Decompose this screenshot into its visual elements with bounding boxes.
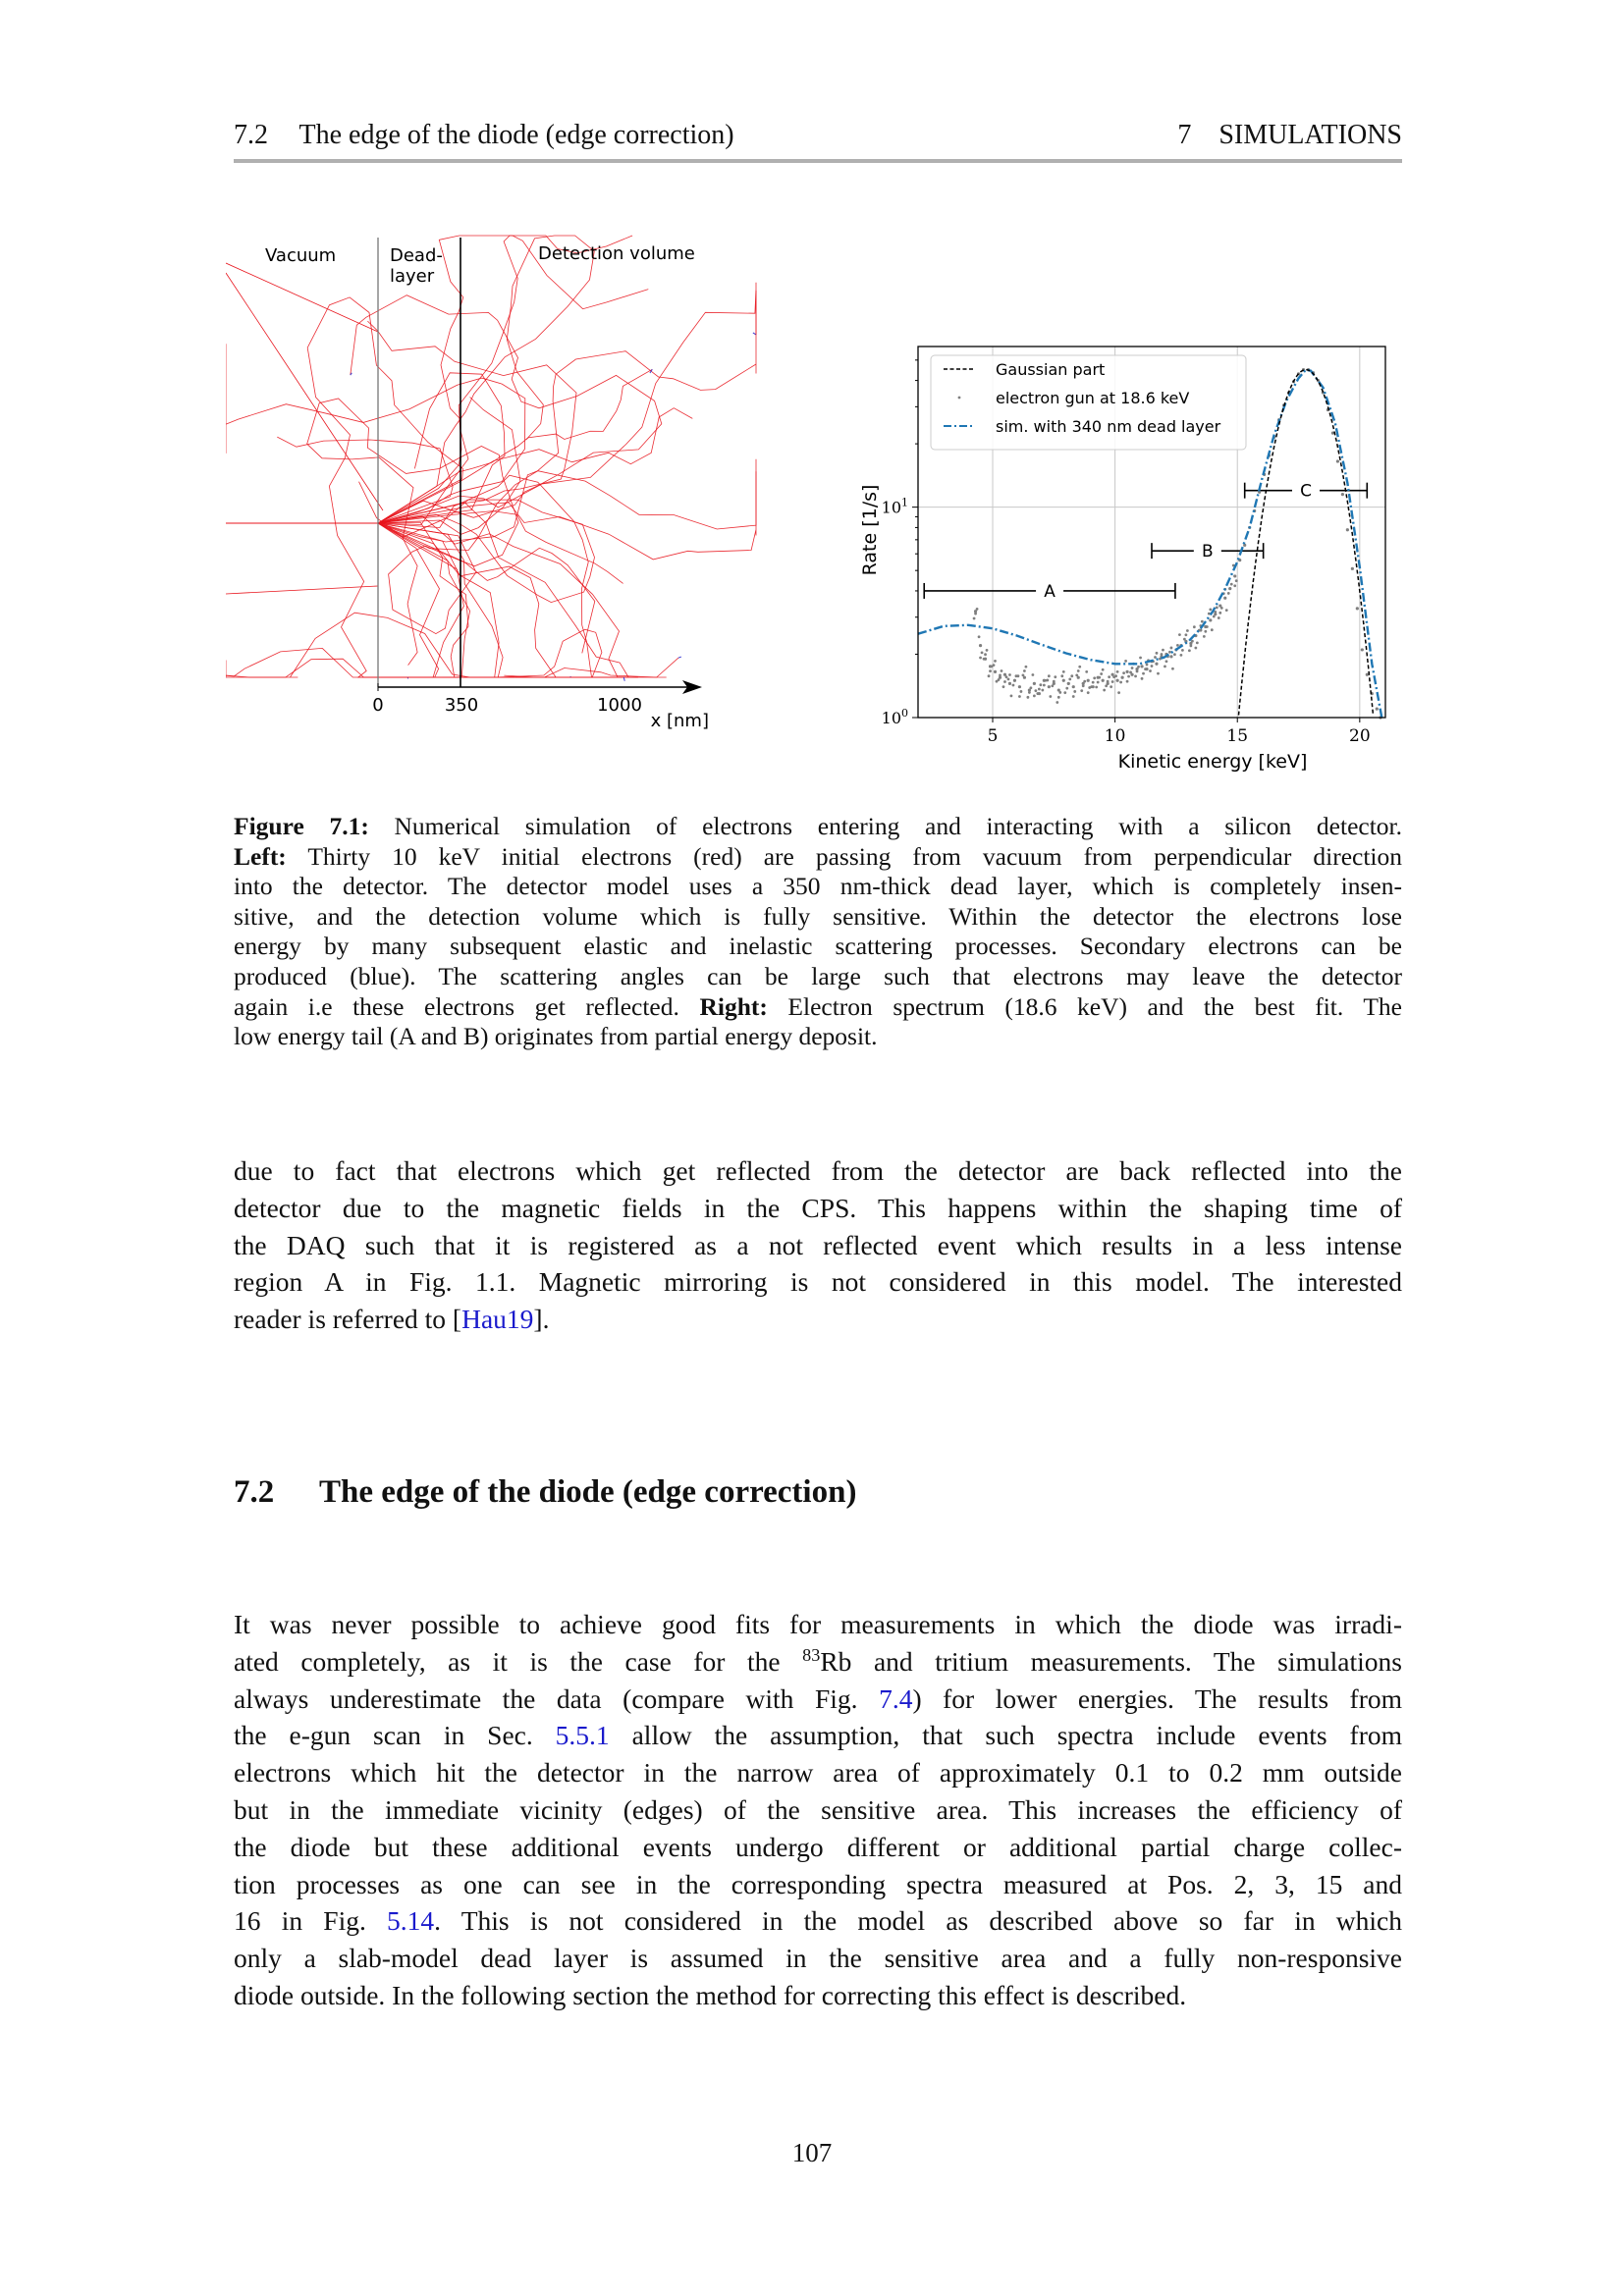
data-point bbox=[986, 649, 989, 652]
page-number: 107 bbox=[791, 2138, 833, 2167]
text-span: but in the immediate vicinity (edges) of the sensitive area. This increases the efficiency of bbox=[234, 1793, 1402, 1825]
electron-track bbox=[307, 399, 518, 666]
data-point bbox=[976, 608, 979, 611]
data-point bbox=[1141, 677, 1144, 680]
data-point bbox=[1022, 674, 1025, 677]
data-point bbox=[1136, 670, 1139, 673]
legend bbox=[931, 355, 1246, 450]
data-point bbox=[1356, 607, 1359, 610]
data-point bbox=[1126, 680, 1129, 683]
text-line bbox=[234, 1263, 1402, 1301]
data-point bbox=[1038, 688, 1041, 691]
data-point bbox=[981, 651, 984, 654]
electron-track bbox=[307, 297, 466, 677]
text-span: tion processes as one can see in the corresponding spectra measured at Pos. 2, 3, 15 and bbox=[234, 1868, 1402, 1899]
electron-track bbox=[226, 523, 463, 677]
text-span: diode outside. In the following section the method for correcting this effect is described. bbox=[234, 1979, 1187, 2010]
section-title: The edge of the diode (edge correction) bbox=[319, 1474, 857, 1510]
data-point bbox=[1077, 669, 1080, 672]
data-point bbox=[1211, 628, 1214, 631]
label-vacuum: Vacuum bbox=[265, 245, 337, 266]
figure-caption bbox=[234, 812, 1402, 1052]
text-span: ) for lower energies. The results from bbox=[912, 1682, 1403, 1714]
reference-link[interactable]: 5.14 bbox=[387, 1905, 435, 1937]
text-line bbox=[234, 1190, 1402, 1227]
data-point bbox=[1114, 674, 1117, 677]
data-point bbox=[1361, 648, 1364, 651]
data-point bbox=[1116, 679, 1119, 682]
text-line bbox=[234, 1301, 1402, 1338]
data-point bbox=[1039, 683, 1042, 686]
data-point bbox=[1157, 672, 1160, 675]
data-point bbox=[1181, 649, 1184, 652]
data-point bbox=[1097, 681, 1100, 684]
data-point bbox=[1010, 694, 1013, 697]
text-line bbox=[234, 1152, 1402, 1190]
data-point bbox=[1225, 609, 1228, 612]
text-span: . This is not considered in the model as described above so far in which bbox=[434, 1905, 1402, 1937]
data-point bbox=[1093, 676, 1096, 679]
data-point bbox=[1043, 684, 1046, 687]
text-span: into the detector. The detector model uses a 350 nm-thick dead layer, which is completely insen- bbox=[234, 872, 1402, 901]
secondary-electron-track bbox=[623, 677, 624, 681]
data-point bbox=[1083, 680, 1086, 683]
data-point bbox=[1122, 671, 1125, 674]
data-point bbox=[1018, 695, 1021, 698]
data-point bbox=[983, 658, 986, 661]
data-point bbox=[1366, 673, 1369, 676]
header-chapter-title: SIMULATIONS bbox=[1218, 120, 1402, 150]
data-point bbox=[1213, 615, 1216, 618]
x-axis-label: x [nm] bbox=[650, 711, 709, 731]
data-point bbox=[1068, 677, 1071, 680]
data-point bbox=[1053, 680, 1056, 683]
data-point bbox=[1098, 676, 1101, 679]
text-span: 16 in Fig. bbox=[234, 1905, 388, 1937]
electron-tracks bbox=[226, 236, 756, 681]
data-point bbox=[1107, 680, 1110, 683]
electron-track-figure bbox=[226, 226, 776, 795]
header-rule bbox=[234, 159, 1402, 163]
data-point bbox=[993, 664, 996, 667]
data-point bbox=[1049, 695, 1052, 698]
section-number: 7.2 bbox=[234, 1474, 275, 1510]
data-point bbox=[1013, 679, 1016, 682]
data-point bbox=[1033, 694, 1036, 697]
text-line bbox=[234, 962, 1402, 992]
data-point bbox=[1095, 686, 1098, 689]
data-point bbox=[1048, 674, 1051, 677]
text-line bbox=[234, 872, 1402, 902]
data-point bbox=[1008, 673, 1011, 676]
data-point bbox=[1051, 684, 1054, 687]
data-point bbox=[984, 653, 987, 656]
reflected-track bbox=[226, 263, 378, 332]
data-point bbox=[1100, 672, 1103, 675]
data-point bbox=[1203, 635, 1206, 638]
data-point bbox=[1041, 689, 1044, 692]
data-point bbox=[1186, 629, 1189, 632]
data-point bbox=[1070, 674, 1073, 677]
text-line bbox=[234, 1866, 1402, 1903]
data-point bbox=[1012, 684, 1015, 687]
text-line bbox=[234, 1902, 1402, 1940]
text-span: due to fact that electrons which get reflected from the detector are back reflected into the bbox=[234, 1155, 1402, 1186]
data-point bbox=[1036, 692, 1039, 695]
data-point bbox=[1018, 685, 1021, 688]
data-point bbox=[1007, 677, 1010, 680]
data-point bbox=[1188, 649, 1191, 652]
data-point bbox=[1085, 670, 1088, 673]
electron-track bbox=[378, 523, 595, 653]
data-point bbox=[1072, 695, 1075, 698]
data-point bbox=[1129, 671, 1132, 674]
label-dead-layer-1: Dead- bbox=[390, 245, 443, 266]
data-point bbox=[989, 669, 992, 672]
data-point bbox=[1220, 607, 1223, 610]
data-point bbox=[1001, 669, 1003, 672]
data-point bbox=[1111, 680, 1114, 683]
x-axis-label: Kinetic energy [keV] bbox=[1117, 751, 1308, 773]
data-point bbox=[978, 635, 981, 638]
reference-link[interactable]: Hau19 bbox=[461, 1304, 534, 1335]
text-span: It was never possible to achieve good fits for measurements in which the diode was irradi- bbox=[234, 1609, 1402, 1639]
data-point bbox=[1233, 574, 1236, 577]
data-point bbox=[1116, 670, 1119, 673]
data-point bbox=[1154, 656, 1157, 659]
data-point bbox=[1194, 647, 1197, 650]
text-line bbox=[234, 1754, 1402, 1791]
x-tick-label: 20 bbox=[1349, 726, 1371, 746]
data-point bbox=[1048, 685, 1051, 688]
data-point bbox=[1184, 633, 1187, 636]
x-tick-label-350: 350 bbox=[444, 695, 479, 716]
data-point bbox=[1054, 675, 1056, 678]
text-span: region A in Fig. 1.1. Magnetic mirroring is not considered in this model. The interested bbox=[234, 1266, 1402, 1298]
reflected-track bbox=[226, 586, 378, 594]
header-section-number: 7.2 bbox=[234, 120, 268, 150]
text-span: again i.e these electrons get reflected. bbox=[234, 991, 700, 1021]
spectrum-chart bbox=[835, 334, 1404, 795]
text-span: produced (blue). The scattering angles can be large such that electrons may leave the detector bbox=[234, 961, 1402, 990]
range-label-B: B bbox=[1201, 542, 1214, 562]
data-point bbox=[1137, 666, 1140, 668]
data-point bbox=[1029, 686, 1032, 689]
electron-track bbox=[378, 523, 678, 677]
data-point bbox=[1028, 691, 1031, 694]
text-line bbox=[234, 842, 1402, 873]
data-point bbox=[1140, 665, 1143, 667]
data-point bbox=[1183, 638, 1186, 641]
data-point bbox=[979, 657, 982, 660]
data-point bbox=[1230, 583, 1233, 586]
data-point bbox=[1125, 670, 1128, 673]
data-point bbox=[979, 644, 982, 647]
data-point bbox=[1082, 684, 1085, 687]
data-point bbox=[1193, 625, 1196, 628]
data-point bbox=[998, 678, 1001, 681]
electron-track bbox=[351, 295, 662, 523]
y-axis-label: Rate [1/s] bbox=[859, 484, 881, 576]
data-point bbox=[1117, 691, 1120, 694]
text-line bbox=[234, 1791, 1402, 1829]
text-line bbox=[234, 1977, 1402, 2014]
data-point bbox=[1146, 664, 1149, 667]
text-span: Thirty 10 keV initial electrons (red) are passing from vacuum from perpendicular direction bbox=[286, 841, 1402, 871]
data-point bbox=[1003, 680, 1006, 683]
data-point bbox=[1155, 663, 1158, 666]
data-point bbox=[1180, 654, 1183, 657]
text-line bbox=[234, 1643, 1402, 1681]
legend-entry-sim: sim. with 340 nm dead layer bbox=[996, 417, 1221, 436]
electron-track bbox=[378, 516, 667, 677]
electron-track bbox=[226, 344, 525, 523]
data-point bbox=[1063, 691, 1066, 694]
data-point bbox=[1080, 689, 1083, 692]
data-point bbox=[1031, 673, 1034, 676]
text-span: Electron spectrum (18.6 keV) and the best fit. The bbox=[767, 991, 1402, 1021]
header-section-title: The edge of the diode (edge correction) bbox=[298, 120, 734, 150]
data-point bbox=[1087, 679, 1090, 682]
data-point bbox=[1062, 670, 1065, 673]
data-point bbox=[1139, 657, 1142, 660]
text-line bbox=[234, 812, 1402, 842]
text-span: the DAQ such that it is registered as a not reflected event which results in a less intense bbox=[234, 1229, 1402, 1260]
range-annotations bbox=[924, 482, 1367, 602]
data-point bbox=[1144, 667, 1147, 670]
data-point bbox=[1056, 701, 1058, 704]
data-point bbox=[1058, 691, 1061, 694]
data-point bbox=[1196, 641, 1199, 644]
data-point bbox=[1209, 609, 1212, 612]
gaussian-curve bbox=[1239, 370, 1374, 716]
data-point bbox=[1376, 708, 1379, 711]
text-line bbox=[234, 1227, 1402, 1264]
data-point bbox=[1218, 612, 1221, 614]
data-point bbox=[1131, 667, 1134, 669]
superscript: 83 bbox=[802, 1644, 821, 1665]
reference-link[interactable]: 5.5.1 bbox=[555, 1720, 610, 1751]
text-span: the e-gun scan in Sec. bbox=[234, 1720, 556, 1751]
text-span: sitive, and the detection volume which is fully sensitive. Within the detector the electrons lose bbox=[234, 901, 1402, 931]
data-point bbox=[1127, 675, 1130, 678]
electron-track bbox=[378, 459, 756, 542]
paragraph-1 bbox=[234, 1152, 1402, 1338]
text-line bbox=[234, 932, 1402, 962]
bold-label: Figure 7.1: bbox=[234, 812, 369, 840]
data-point bbox=[1209, 618, 1212, 621]
data-point bbox=[1002, 685, 1005, 688]
range-label-C: C bbox=[1300, 481, 1312, 502]
data-point bbox=[1020, 690, 1023, 693]
data-point bbox=[1235, 579, 1238, 582]
running-header-section bbox=[234, 120, 734, 151]
text-line bbox=[234, 902, 1402, 933]
data-point bbox=[1162, 649, 1164, 652]
range-label-A: A bbox=[1044, 581, 1056, 602]
data-point bbox=[1161, 653, 1164, 656]
data-point bbox=[1075, 674, 1078, 677]
text-span: ]. bbox=[533, 1304, 550, 1335]
text-span: reader is referred to [ bbox=[234, 1304, 462, 1335]
x-tick-label: 10 bbox=[1104, 726, 1126, 746]
data-point bbox=[1151, 665, 1154, 667]
data-point bbox=[1034, 689, 1037, 692]
data-point bbox=[1110, 685, 1112, 688]
x-tick-label: 5 bbox=[987, 726, 999, 746]
y-tick-label: $10^1$ bbox=[881, 496, 908, 517]
data-point bbox=[1124, 660, 1127, 663]
x-tick-label-1000: 1000 bbox=[597, 695, 642, 716]
x-tick-label: 15 bbox=[1226, 726, 1249, 746]
legend-data-swatch bbox=[958, 397, 961, 400]
data-point bbox=[974, 613, 977, 615]
x-tick-label-0: 0 bbox=[372, 695, 384, 716]
data-point bbox=[1168, 651, 1171, 654]
data-point bbox=[1171, 667, 1174, 670]
text-line bbox=[234, 1717, 1402, 1754]
data-point bbox=[1102, 679, 1105, 682]
data-point bbox=[1341, 493, 1344, 496]
legend-entry-data: electron gun at 18.6 keV bbox=[996, 389, 1190, 407]
text-line bbox=[234, 1681, 1402, 1718]
data-point bbox=[988, 674, 991, 677]
data-point bbox=[1206, 625, 1209, 628]
text-span: ated completely, as it is the case for the bbox=[234, 1645, 803, 1677]
data-point bbox=[1336, 459, 1339, 462]
data-point bbox=[1072, 685, 1075, 688]
text-span: always underestimate the data (compare with Fig. bbox=[234, 1682, 880, 1714]
text-span: energy by many subsequent elastic and inelastic scattering processes. Secondary electrons can be bbox=[234, 932, 1402, 961]
y-tick-label: $10^0$ bbox=[881, 707, 908, 727]
text-line bbox=[234, 1940, 1402, 1977]
data-point bbox=[1164, 666, 1166, 668]
data-point bbox=[1103, 689, 1106, 692]
data-point bbox=[1121, 676, 1124, 679]
data-point bbox=[1156, 652, 1159, 655]
data-point bbox=[1025, 666, 1028, 668]
text-span: detector due to the magnetic fields in the CPS. This happens within the shaping time of bbox=[234, 1192, 1402, 1223]
data-point bbox=[994, 670, 997, 673]
header-chapter-number: 7 bbox=[1177, 120, 1192, 150]
data-point bbox=[1105, 684, 1108, 687]
data-point bbox=[1216, 607, 1218, 610]
text-line bbox=[234, 1022, 1402, 1052]
data-point bbox=[1060, 674, 1063, 677]
data-point bbox=[1033, 682, 1036, 685]
text-span: electrons which hit the detector in the narrow area of approximately 0.1 to 0.2 mm outside bbox=[234, 1757, 1402, 1789]
data-point bbox=[1119, 681, 1122, 684]
running-header-chapter bbox=[1177, 120, 1402, 151]
data-point bbox=[1170, 647, 1173, 650]
data-point bbox=[1008, 682, 1011, 685]
data-point bbox=[973, 617, 976, 620]
text-span: low energy tail (A and B) originates from partial energy deposit. bbox=[234, 1022, 878, 1051]
data-point bbox=[1005, 675, 1008, 678]
data-point bbox=[1108, 675, 1110, 678]
data-point bbox=[1065, 687, 1068, 690]
reference-link[interactable]: 7.4 bbox=[879, 1682, 913, 1714]
data-point bbox=[1017, 674, 1020, 677]
data-point bbox=[1204, 630, 1207, 633]
secondary-electron-track bbox=[678, 657, 681, 658]
electron-track bbox=[378, 291, 756, 551]
data-point bbox=[1142, 672, 1145, 675]
data-point bbox=[1189, 644, 1192, 647]
data-point bbox=[1176, 644, 1179, 647]
data-point bbox=[1023, 669, 1026, 672]
data-point bbox=[1057, 696, 1060, 699]
paragraph-2 bbox=[234, 1606, 1402, 2014]
data-point bbox=[1165, 660, 1168, 663]
text-span: allow the assumption, that such spectra include events from bbox=[609, 1720, 1403, 1751]
data-point bbox=[1346, 528, 1349, 531]
data-point bbox=[1351, 567, 1354, 570]
text-span: Numerical simulation of electrons entering and interacting with a silicon detector. bbox=[368, 812, 1402, 840]
data-point bbox=[1233, 584, 1236, 587]
text-line bbox=[234, 1606, 1402, 1643]
data-point bbox=[1026, 696, 1029, 699]
electron-track bbox=[359, 482, 595, 603]
data-point bbox=[1228, 587, 1231, 590]
data-point bbox=[1173, 653, 1176, 656]
data-point bbox=[1078, 666, 1081, 668]
data-point bbox=[994, 660, 997, 663]
data-point bbox=[999, 674, 1001, 677]
text-span: the diode but these additional events undergo different or additional partial charge collec- bbox=[234, 1831, 1402, 1862]
data-point bbox=[1218, 616, 1220, 619]
data-point bbox=[1178, 633, 1181, 636]
data-point bbox=[1067, 682, 1070, 685]
electron-track bbox=[367, 321, 576, 523]
data-point bbox=[1169, 655, 1172, 658]
label-dead-layer-2: layer bbox=[390, 266, 435, 287]
legend-entry-gaussian: Gaussian part bbox=[996, 360, 1106, 379]
data-point bbox=[1092, 681, 1095, 684]
data-point bbox=[1149, 669, 1152, 672]
text-line bbox=[234, 992, 1402, 1023]
bold-label: Right: bbox=[699, 991, 768, 1021]
text-line bbox=[234, 1829, 1402, 1866]
electron-track bbox=[277, 437, 453, 523]
data-point bbox=[1134, 674, 1137, 677]
data-point bbox=[1191, 640, 1194, 643]
text-span: Rb and tritium measurements. The simulations bbox=[820, 1645, 1402, 1677]
label-detection-volume: Detection volume bbox=[538, 243, 695, 264]
secondary-electron-track bbox=[753, 333, 756, 335]
data-point bbox=[1062, 679, 1065, 682]
data-point bbox=[1090, 685, 1093, 688]
reflected-track bbox=[226, 273, 383, 510]
data-point bbox=[1102, 668, 1105, 671]
data-point bbox=[1201, 620, 1204, 623]
data-point bbox=[1223, 597, 1226, 600]
data-point bbox=[1073, 690, 1076, 693]
text-span: only a slab-model dead layer is assumed in the sensitive area and a fully non-responsive bbox=[234, 1943, 1402, 1974]
data-point bbox=[1087, 691, 1090, 694]
data-point bbox=[1046, 679, 1049, 682]
bold-label: Left: bbox=[234, 841, 287, 871]
data-point bbox=[1227, 592, 1230, 595]
